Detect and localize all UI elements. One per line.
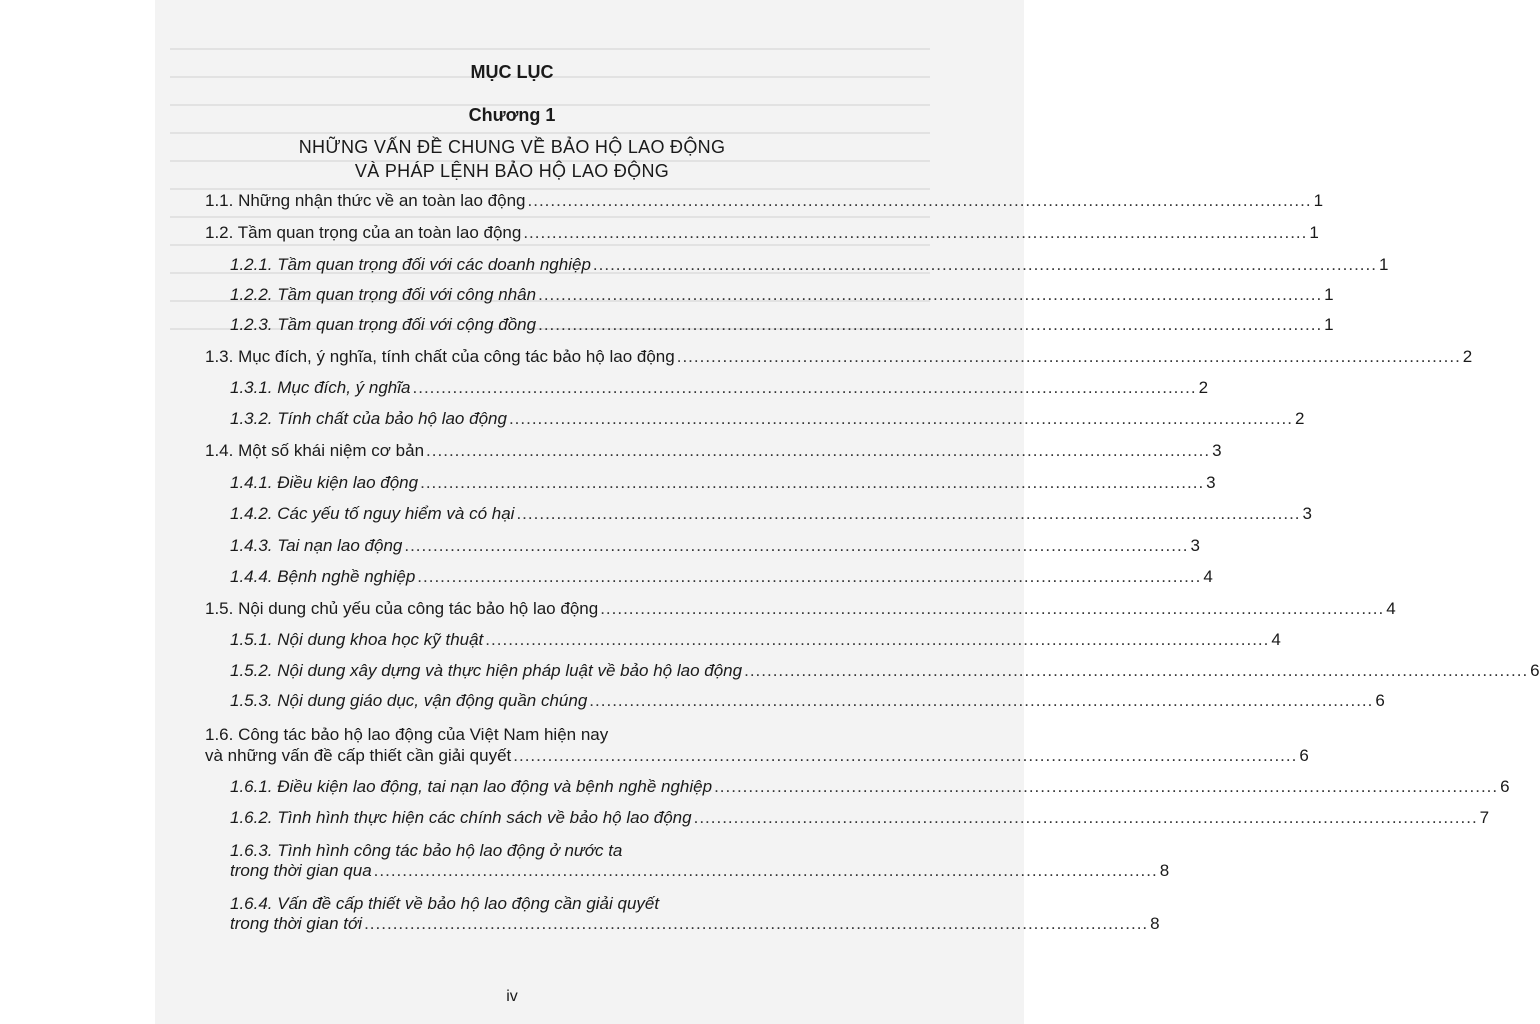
toc-entry: [230, 776, 1510, 798]
toc-entry-label: và những vấn đề cấp thiết cần giải quyết: [205, 746, 512, 765]
page-number: iv: [506, 988, 518, 1005]
toc-entry-label: 1.4.2. Các yếu tố nguy hiểm và có hại: [230, 504, 515, 523]
toc-entry-label-line1: 1.6.4. Vấn đề cấp thiết về bảo hộ lao động cần giải quyết: [230, 894, 660, 913]
leader-dots: .........................................................................................................................................: [538, 315, 1323, 334]
toc-entry-page: 1: [1378, 255, 1389, 274]
toc-entry-label: 1.1. Những nhận thức về an toàn lao động: [205, 191, 526, 210]
toc-entry: [230, 377, 1209, 399]
leader-dots: .........................................................................................................................................: [513, 746, 1298, 765]
toc-entry-page: 1: [1313, 191, 1324, 210]
toc-entry-label: 1.4. Một số khái niệm cơ bản: [205, 441, 425, 460]
toc-entry-page: 2: [1462, 347, 1473, 366]
toc-entry-page: 6: [1500, 777, 1510, 796]
toc-entry: [230, 503, 1312, 525]
leader-dots: .........................................................................................................................................: [420, 473, 1205, 492]
toc-entry-page: 3: [1190, 536, 1200, 555]
toc-entry-label: 1.6.1. Điều kiện lao động, tai nạn lao động và bệnh nghề nghiệp: [230, 777, 713, 796]
toc-entry-label: 1.2.3. Tầm quan trọng đối với cộng đồng: [230, 315, 537, 334]
leader-dots: .........................................................................................................................................: [693, 808, 1478, 827]
leader-dots: .........................................................................................................................................: [589, 691, 1374, 710]
toc-entry-page: 7: [1479, 808, 1490, 827]
toc-entry: [205, 222, 1319, 244]
toc-entry-label: 1.3.2. Tính chất của bảo hộ lao động: [230, 409, 507, 428]
toc-entry-label: 1.2.2. Tầm quan trọng đối với công nhân: [230, 285, 537, 304]
leader-dots: .........................................................................................................................................: [592, 255, 1377, 274]
toc-entry: [230, 807, 1490, 829]
toc-entry: [205, 598, 1396, 620]
toc-entry-label: 1.4.1. Điều kiện lao động: [230, 473, 419, 492]
toc-entry-label: 1.2. Tầm quan trọng của an toàn lao động: [205, 223, 522, 242]
toc-entry: [205, 440, 1222, 462]
toc-entry: [230, 913, 1160, 935]
toc-entry-label: 1.6.2. Tình hình thực hiện các chính sách về bảo hộ lao động: [230, 808, 692, 827]
chapter-heading-line1: NHỮNG VẤN ĐỀ CHUNG VỀ BẢO HỘ LAO ĐỘNG: [298, 137, 726, 157]
toc-entry: [230, 860, 1170, 882]
toc-entry-page: 1: [1324, 285, 1334, 304]
toc-entry-page: 3: [1206, 473, 1216, 492]
leader-dots: .........................................................................................................................................: [600, 599, 1385, 618]
toc-entry-page: 6: [1299, 746, 1309, 765]
leader-dots: .........................................................................................................................................: [412, 378, 1197, 397]
toc-entry-label: 1.3. Mục đích, ý nghĩa, tính chất của công tác bảo hộ lao động: [205, 347, 675, 366]
leader-dots: .........................................................................................................................................: [538, 285, 1323, 304]
toc-entry: [205, 745, 1309, 767]
toc-entry-label: trong thời gian tới: [230, 914, 363, 933]
toc-entry-page: 1: [1309, 223, 1319, 242]
toc-entry-page: 4: [1271, 630, 1281, 649]
toc-entry-page: 3: [1212, 441, 1222, 460]
toc-entry-label: 1.5. Nội dung chủ yếu của công tác bảo hộ lao động: [205, 599, 599, 618]
leader-dots: .........................................................................................................................................: [404, 536, 1189, 555]
toc-entry-label: 1.2.1. Tầm quan trọng đối với các doanh nghiệp: [230, 255, 591, 274]
toc-entry: [230, 254, 1389, 276]
toc-entry-page: 2: [1198, 378, 1209, 397]
leader-dots: .........................................................................................................................................: [714, 777, 1499, 796]
toc-entry-label-line1: 1.6.3. Tình hình công tác bảo hộ lao động ở nước ta: [230, 841, 623, 860]
toc-entry-page: 1: [1324, 315, 1334, 334]
toc-entry-page: 8: [1150, 914, 1160, 933]
toc-entry: [205, 346, 1473, 368]
toc-entry-label: 1.4.3. Tai nạn lao động: [230, 536, 403, 555]
toc-entry-page: 6: [1375, 691, 1385, 710]
toc-entry-label: 1.5.3. Nội dung giáo dục, vận động quần chúng: [230, 691, 588, 710]
leader-dots: .........................................................................................................................................: [744, 661, 1529, 680]
leader-dots: .........................................................................................................................................: [364, 914, 1149, 933]
toc-entry-page: 4: [1203, 567, 1213, 586]
toc-entry: [230, 314, 1334, 336]
toc-entry: [230, 535, 1200, 557]
toc-entry: [230, 566, 1213, 588]
leader-dots: .........................................................................................................................................: [508, 409, 1294, 428]
toc-entry-label: 1.5.2. Nội dung xây dựng và thực hiện pháp luật về bảo hộ lao động: [230, 661, 743, 680]
leader-dots: .........................................................................................................................................: [523, 223, 1308, 242]
toc-entry-label: 1.3.1. Mục đích, ý nghĩa: [230, 378, 411, 397]
leader-dots: .........................................................................................................................................: [527, 191, 1312, 210]
toc-entry-page: 3: [1302, 504, 1312, 523]
toc-entry: [230, 284, 1334, 306]
toc-entry-page: 4: [1386, 599, 1396, 618]
leader-dots: .........................................................................................................................................: [417, 567, 1202, 586]
toc-entry-label: 1.5.1. Nội dung khoa học kỹ thuật: [230, 630, 484, 649]
chapter-heading-line2: VÀ PHÁP LỆNH BẢO HỘ LAO ĐỘNG: [354, 161, 670, 181]
toc-title: MỤC LỤC: [470, 62, 554, 82]
leader-dots: .........................................................................................................................................: [516, 504, 1301, 523]
toc-entry-label-line1: 1.6. Công tác bảo hộ lao động của Việt Nam hiện nay: [205, 725, 609, 744]
toc-entry-page: 8: [1159, 861, 1170, 880]
toc-entry-page: 6: [1530, 661, 1540, 680]
toc-entry: [205, 190, 1324, 212]
toc-entry: [230, 472, 1216, 494]
leader-dots: .........................................................................................................................................: [426, 441, 1211, 460]
chapter-label: Chương 1: [468, 105, 556, 125]
toc-entry: [230, 660, 1540, 682]
leader-dots: .........................................................................................................................................: [373, 861, 1158, 880]
toc-entry-label: 1.4.4. Bệnh nghề nghiệp: [230, 567, 416, 586]
toc-entry: [230, 629, 1281, 651]
leader-dots: .........................................................................................................................................: [676, 347, 1461, 366]
toc-entry: [230, 690, 1385, 712]
toc-entry: [230, 408, 1305, 430]
leader-dots: .........................................................................................................................................: [485, 630, 1270, 649]
toc-entry-page: 2: [1295, 409, 1305, 428]
toc-entry-label: trong thời gian qua: [230, 861, 372, 880]
